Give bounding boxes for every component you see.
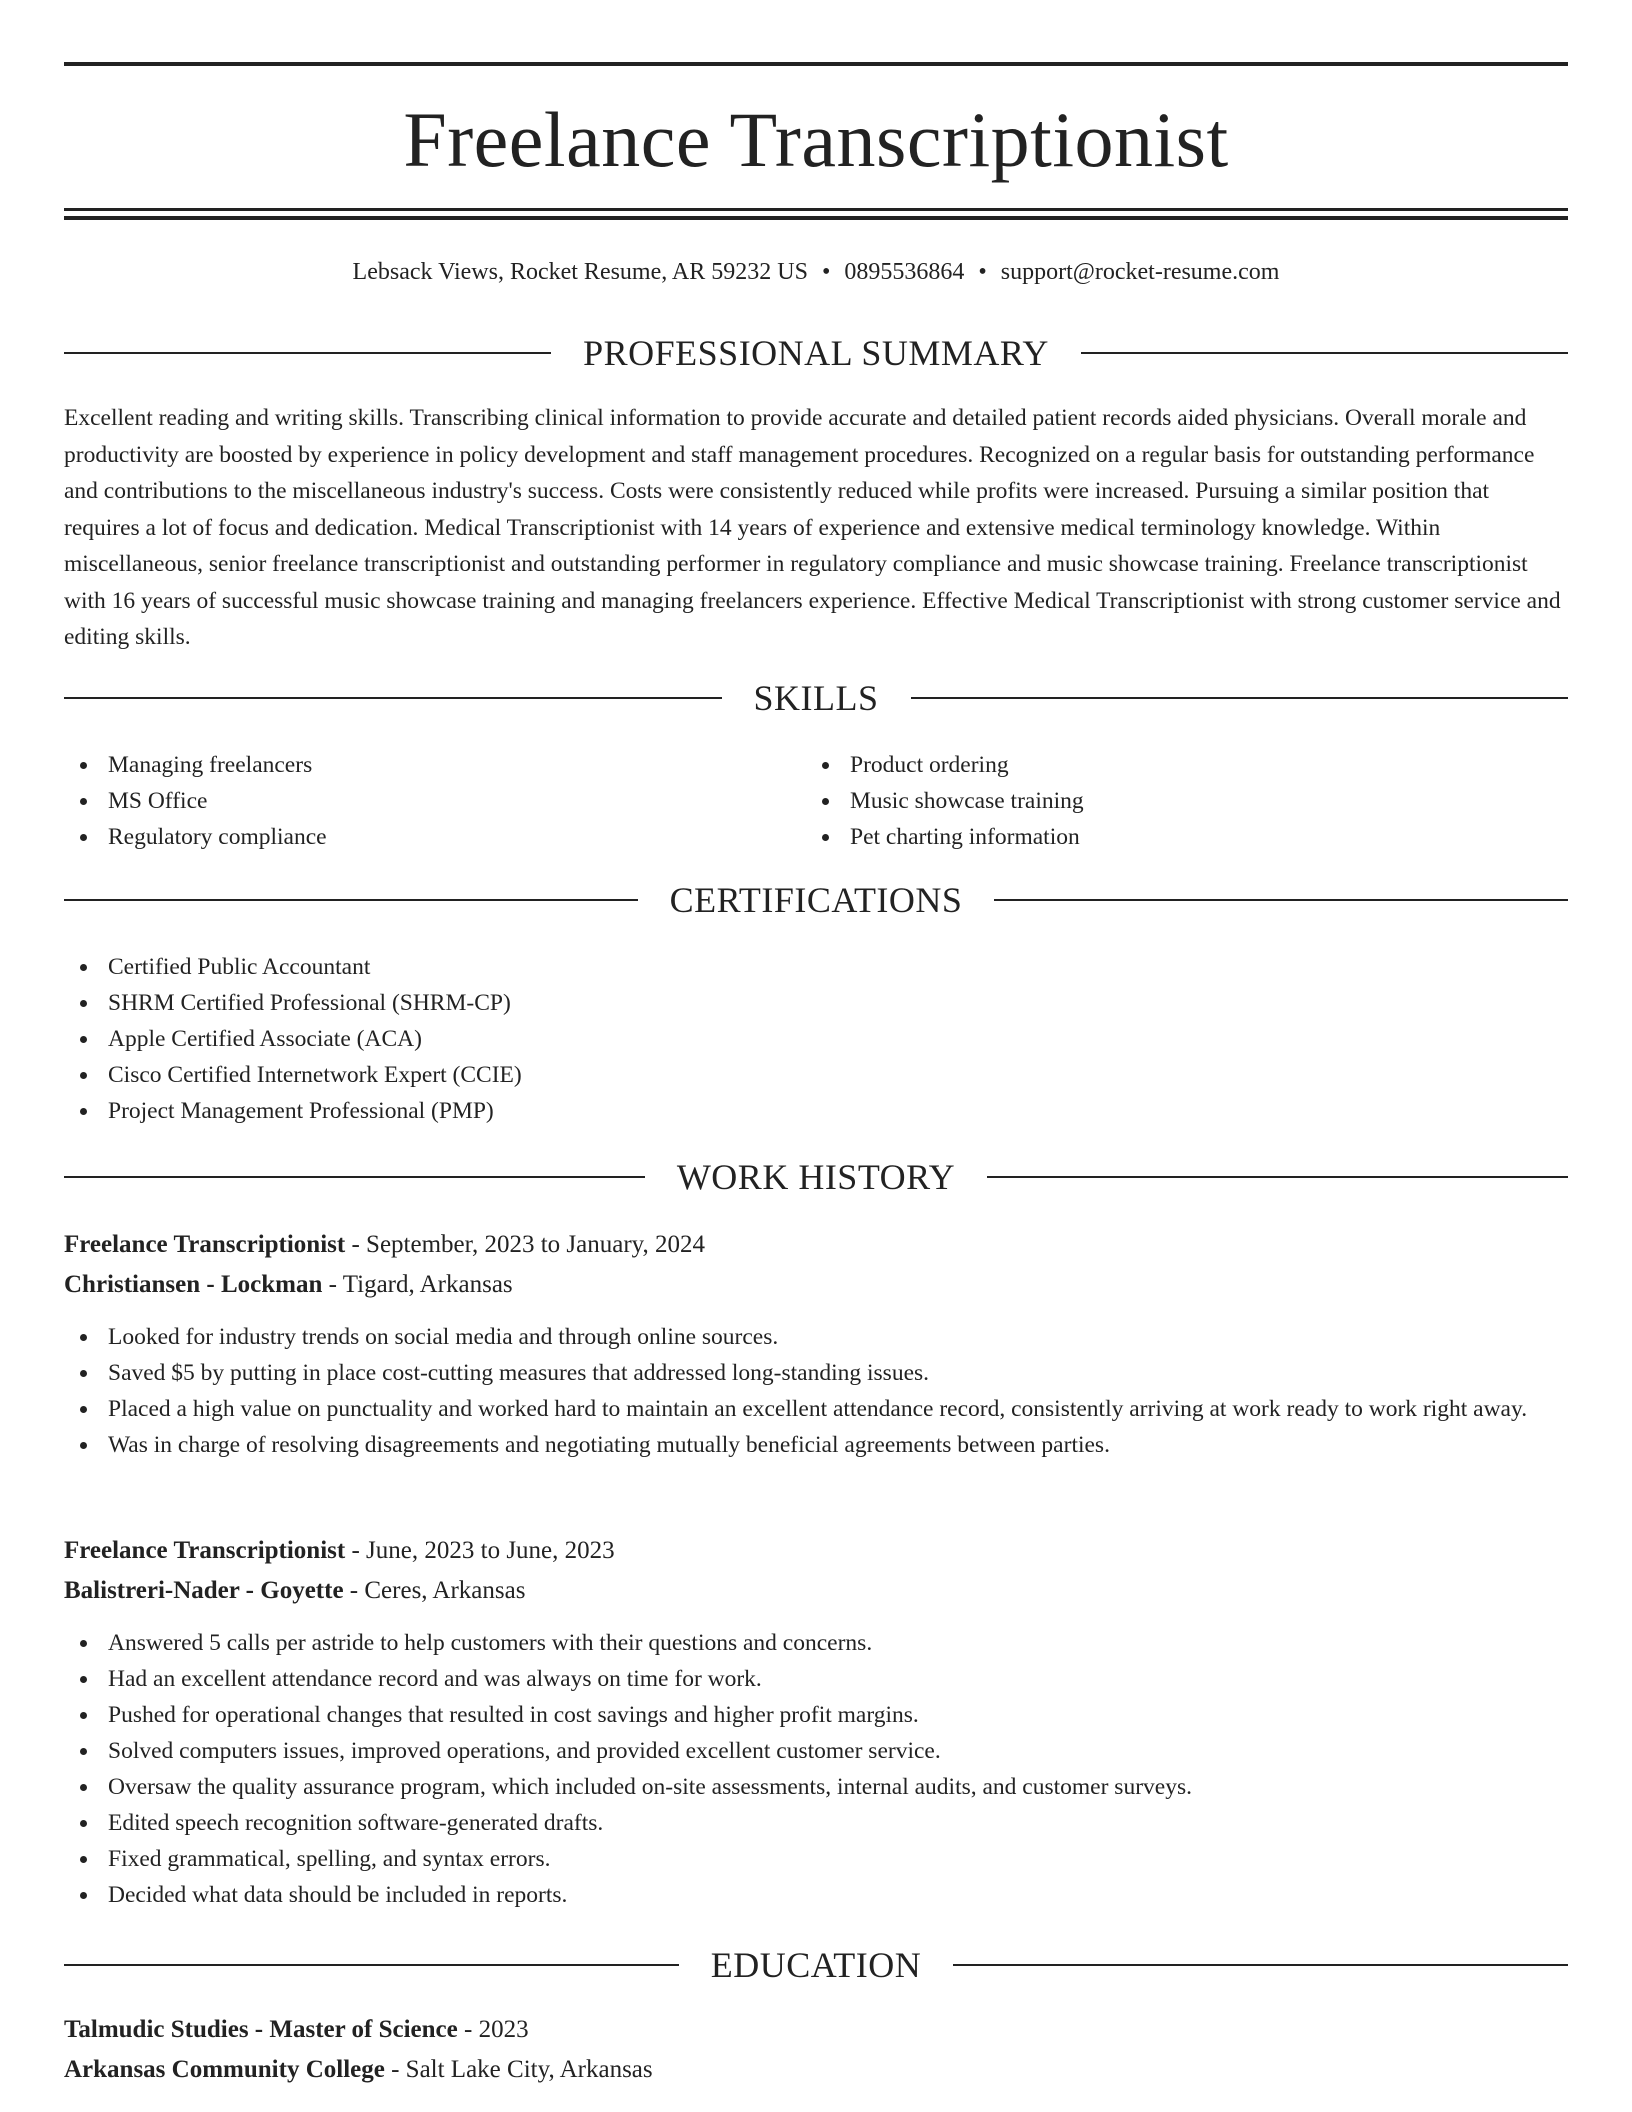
job-duties-list <box>64 1319 1568 1463</box>
job-title: Freelance Transcriptionist <box>64 1537 346 1564</box>
job-company-line <box>64 1572 1568 1610</box>
skill-item: Pet charting information <box>806 819 1566 855</box>
job-duty: Fixed grammatical, spelling, and syntax errors. <box>64 1841 1568 1877</box>
job-duty: Saved $5 by putting in place cost-cutting measures that addressed long-standing issues. <box>64 1355 1568 1391</box>
skill-item: Managing freelancers <box>64 747 804 783</box>
job-location: - Tigard, Arkansas <box>322 1271 513 1298</box>
education-school-line <box>64 2051 1568 2089</box>
certification-item: Apple Certified Associate (ACA) <box>64 1021 1568 1057</box>
contact-email: support@rocket-resume.com <box>1000 259 1280 285</box>
section-heading-certifications <box>64 878 1568 922</box>
job-duty: Had an excellent attendance record and was always on time for work. <box>64 1661 1568 1697</box>
job-duty: Edited speech recognition software-generated drafts. <box>64 1805 1568 1841</box>
section-title: SKILLS <box>753 678 879 718</box>
skill-item: Product ordering <box>806 747 1566 783</box>
section-heading-skills <box>64 676 1568 720</box>
section-heading-work <box>64 1155 1568 1199</box>
certification-item: SHRM Certified Professional (SHRM-CP) <box>64 985 1568 1021</box>
heading-rule <box>64 697 722 699</box>
education-degree-line <box>64 2011 1568 2049</box>
heading-rule <box>64 1964 679 1966</box>
job-company: Balistreri-Nader - Goyette <box>64 1577 344 1604</box>
job-duty: Pushed for operational changes that resulted in cost savings and higher profit margins. <box>64 1697 1568 1733</box>
job-duty: Looked for industry trends on social media and through online sources. <box>64 1319 1568 1355</box>
certifications-list <box>64 949 1568 1129</box>
section-title: CERTIFICATIONS <box>669 880 963 920</box>
contact-line <box>64 254 1568 290</box>
education-degree: Talmudic Studies - Master of Science <box>64 2016 458 2043</box>
certification-item: Project Management Professional (PMP) <box>64 1093 1568 1129</box>
skills-list-left <box>64 747 804 855</box>
skill-item: Regulatory compliance <box>64 819 804 855</box>
summary-text: Excellent reading and writing skills. Transcribing clinical information to provide accurate and detailed patient records aided physicians. Overall morale and productivity are boosted by experience in policy development and staff management procedures. Recognized on a regular basis for outstanding performance and contributions to the miscellaneous industry's success. Costs were consistently reduced while profits were increased. Pursuing a similar position that requires a lot of focus and dedication. Medical Transcriptionist with 14 years of experience and extensive medical terminology knowledge. Within miscellaneous, senior freelance transcriptionist and outstanding performer in regulatory compliance and music showcase training. Freelance transcriptionist with 16 years of successful music showcase training and managing freelancers experience. Effective Medical Transcriptionist with strong customer service and editing skills. <box>64 405 1561 650</box>
heading-rule <box>987 1176 1568 1178</box>
job-title-line <box>64 1532 1568 1570</box>
job-dates: - June, 2023 to June, 2023 <box>345 1537 615 1564</box>
heading-rule <box>64 1176 645 1178</box>
job-duty: Solved computers issues, improved operations, and provided excellent customer service. <box>64 1733 1568 1769</box>
education-year: - 2023 <box>457 2016 529 2043</box>
job-duty: Decided what data should be included in reports. <box>64 1877 1568 1913</box>
resume-title: Freelance Transcriptionist <box>403 96 1229 183</box>
certification-item: Certified Public Accountant <box>64 949 1568 985</box>
skill-item: MS Office <box>64 783 804 819</box>
heading-rule <box>953 1964 1568 1966</box>
title-rule-upper <box>64 208 1568 211</box>
job-duty: Was in charge of resolving disagreements and negotiating mutually beneficial agreements between parties. <box>64 1427 1568 1463</box>
certification-item: Cisco Certified Internetwork Expert (CCIE) <box>64 1057 1568 1093</box>
job-dates: - September, 2023 to January, 2024 <box>345 1231 706 1258</box>
section-title: EDUCATION <box>710 1945 922 1985</box>
skill-item: Music showcase training <box>806 783 1566 819</box>
education-school: Arkansas Community College <box>64 2056 385 2083</box>
section-heading-education <box>64 1943 1568 1987</box>
contact-address: Lebsack Views, Rocket Resume, AR 59232 US <box>352 259 808 285</box>
job-duty: Answered 5 calls per astride to help customers with their questions and concerns. <box>64 1625 1568 1661</box>
skills-list-right <box>806 747 1566 855</box>
contact-phone: 0895536864 <box>844 259 965 285</box>
heading-rule <box>911 697 1569 699</box>
section-title: WORK HISTORY <box>676 1157 956 1197</box>
title-rule-lower <box>64 216 1568 220</box>
job-duty: Placed a high value on punctuality and worked hard to maintain an excellent attendance record, consistently arriving at work ready to work right away. <box>64 1391 1568 1427</box>
heading-rule <box>64 899 638 901</box>
section-title: PROFESSIONAL SUMMARY <box>583 333 1049 373</box>
job-company: Christiansen - Lockman <box>64 1271 323 1298</box>
heading-rule <box>994 899 1568 901</box>
job-title: Freelance Transcriptionist <box>64 1231 346 1258</box>
section-heading-summary <box>64 331 1568 375</box>
job-title-line <box>64 1226 1568 1264</box>
top-rule <box>64 62 1568 66</box>
education-location: - Salt Lake City, Arkansas <box>384 2056 653 2083</box>
heading-rule <box>64 352 551 354</box>
heading-rule <box>1081 352 1568 354</box>
contact-separator: • <box>978 259 987 285</box>
contact-separator: • <box>821 259 831 285</box>
job-duties-list <box>64 1625 1568 1913</box>
job-location: - Ceres, Arkansas <box>343 1577 526 1604</box>
job-company-line <box>64 1266 1568 1304</box>
job-duty: Oversaw the quality assurance program, which included on-site assessments, internal audits, and customer surveys. <box>64 1769 1568 1805</box>
